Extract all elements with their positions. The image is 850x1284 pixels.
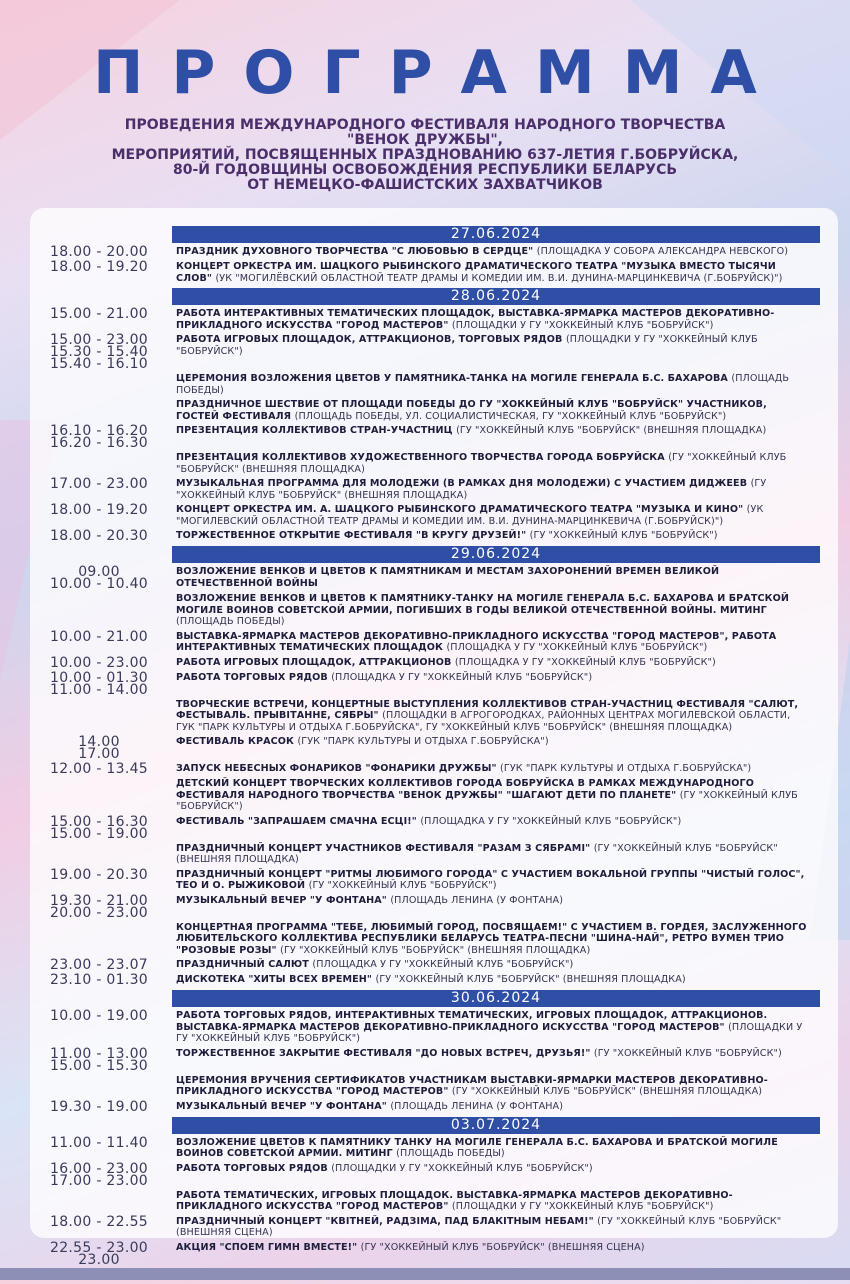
event-location: (ПЛОЩАДЬ ПОБЕДЫ) (396, 1148, 505, 1159)
schedule-row (30, 654, 820, 671)
poster-header (0, 0, 850, 193)
event-location: (ГУ "ХОККЕЙНЫЙ КЛУБ "БОБРУЙСК" (ВНЕШНЯЯ ПЛОЩАДКА) (176, 452, 787, 475)
event-time (30, 566, 168, 590)
event-location: (ПЛОЩАДКА У ГУ "ХОККЕЙНЫЙ КЛУБ "БОБРУЙСК") (312, 959, 574, 970)
schedule-row (30, 736, 820, 760)
event-description (176, 1048, 812, 1072)
event-time-value: 16.10 - 16.20 (49, 423, 148, 439)
event-location: (ГУК "ПАРК КУЛЬТУРЫ И ОТДЫХА Г.БОБРУЙСКА") (500, 763, 752, 774)
event-title: РАБОТА ИГРОВЫХ ПЛОЩАДОК, АТТРАКЦИОНОВ (176, 656, 452, 668)
day-date-bar: 30.06.2024 (172, 990, 820, 1007)
event-description (176, 373, 812, 396)
event-time (30, 843, 168, 866)
event-time-value: 16.20 - 16.30 (49, 435, 148, 451)
event-description (176, 699, 812, 734)
event-title: ФЕСТИВАЛЬ КРАСОК (176, 736, 294, 747)
event-time-value: 11.00 - 11.40 (49, 1134, 148, 1151)
event-location: (ПЛОЩАДКА У СОБОРА АЛЕКСАНДРА НЕВСКОГО) (536, 246, 789, 257)
event-time (30, 1098, 168, 1115)
event-title: ЗАПУСК НЕБЕСНЫХ ФОНАРИКОВ "ФОНАРИКИ ДРУЖБЫ" (176, 763, 497, 774)
event-time-value: 14.00 (78, 734, 120, 750)
event-description (176, 763, 812, 775)
event-description (176, 1137, 812, 1160)
event-title: РАБОТА ИНТЕРАКТИВНЫХ ТЕМАТИЧЕСКИХ ПЛОЩАДОК, ВЫСТАВКА-ЯРМАРКА МАСТЕРОВ ДЕКОРАТИВНО-ПРИКЛАДНОГО ИСКУССТВА "ГОРОД МАСТЕРОВ" (176, 308, 775, 331)
event-time-value: 10.00 - 19.00 (49, 1008, 148, 1024)
schedule-row (30, 593, 820, 628)
event-title: ДЕТСКИЙ КОНЦЕРТ ТВОРЧЕСКИХ КОЛЛЕКТИВОВ ГОРОДА БОБРУЙСКА В РАМКАХ МЕЖДУНАРОДНОГО ФЕСТИВАЛЯ НАРОДНОГО ТВОРЧЕСТВА "ВЕНОК ДРУЖБЫ" "ШАГАЮТ ДЕТИ ПО ПЛАНЕТЕ" (176, 778, 754, 801)
event-title: АКЦИЯ "СПОЕМ ГИМН ВМЕСТЕ!" (176, 1241, 358, 1253)
event-location: (ГУК "ПАРК КУЛЬТУРЫ И ОТДЫХА Г.БОБРУЙСКА") (297, 736, 549, 747)
schedule-row (30, 843, 820, 866)
event-description (176, 1216, 812, 1239)
event-time-value: 18.00 - 22.55 (49, 1213, 148, 1230)
event-title: РАБОТА ТОРГОВЫХ РЯДОВ (176, 671, 328, 683)
event-location: (УК "МОГИЛЕВСКИЙ ОБЛАСТНОЙ ТЕАТР ДРАМЫ И КОМЕДИИ ИМ. В.И. ДУНИНА-МАРЦИНКЕВИЧА (Г.БОБРУЙСК)") (176, 504, 764, 527)
schedule-row (30, 246, 820, 258)
schedule (30, 226, 820, 1284)
event-time-value: 12.00 - 13.45 (49, 761, 148, 777)
event-time-value: 18.00 - 19.20 (49, 502, 148, 518)
event-description (176, 246, 812, 258)
event-location: (ПЛОЩАДКИ В АГРОГОРОДКАХ, РАЙОННЫХ ЦЕНТРАХ МОГИЛЕВСКОЙ ОБЛАСТИ, ГУК "ПАРК КУЛЬТУРЫ И ОТДЫХА Г.БОБРУЙСКА", ГУ "ХОККЕЙНЫЙ КЛУБ "БОБРУЙСК" (ВНЕШНЯЯ ПЛОЩАДКА) (176, 710, 791, 733)
day-date-bar: 27.06.2024 (172, 226, 820, 243)
event-location: (ГУ "ХОККЕЙНЫЙ КЛУБ "БОБРУЙСК" (ВНЕШНЯЯ ПЛОЩАДКА) (280, 944, 591, 956)
event-location: (ГУ "ХОККЕЙНЫЙ КЛУБ "БОБРУЙСК" (ВНЕШНЯЯ СЦЕНА) (360, 1241, 645, 1253)
event-title: МУЗЫКАЛЬНЫЙ ВЕЧЕР "У ФОНТАНА" (176, 1100, 387, 1112)
event-time-value: 15.00 - 23.00 (49, 332, 148, 348)
event-location: (ПЛОЩАДЬ ПОБЕДЫ) (176, 616, 285, 627)
event-time-value: 11.00 - 14.00 (49, 681, 148, 698)
event-description (176, 1242, 812, 1266)
event-title: ПРЕЗЕНТАЦИЯ КОЛЛЕКТИВОВ СТРАН-УЧАСТНИЦ (176, 425, 453, 436)
event-time-value: 15.00 - 16.30 (49, 813, 148, 830)
event-time (30, 778, 168, 813)
schedule-row (30, 530, 820, 542)
event-time-value: 10.00 - 21.00 (49, 628, 148, 645)
event-time-value: 15.30 - 15.40 (49, 344, 148, 360)
event-description (176, 922, 812, 957)
event-title: ПРАЗДНИК ДУХОВНОГО ТВОРЧЕСТВА "С ЛЮБОВЬЮ В СЕРДЦЕ" (176, 246, 534, 257)
day-date-bar: 03.07.2024 (172, 1117, 820, 1134)
event-title: ВОЗЛОЖЕНИЕ ВЕНКОВ И ЦВЕТОВ К ПАМЯТНИКУ-ТАНКУ НА МОГИЛЕ ГЕНЕРАЛА Б.С. БАХАРОВА И БРАТСКОЙ МОГИЛЕ ВОИНОВ СОВЕТСКОЙ АРМИИ, ПОГИБШИХ В ГОДЫ ВЕЛИКОЙ ОТЕЧЕСТВЕННОЙ ВОЙНЫ. МИТИНГ (176, 593, 789, 616)
schedule-row (30, 1075, 820, 1098)
event-location: (ПЛОЩАДЬ ЛЕНИНА (У ФОНТАНА) (390, 1100, 564, 1112)
subtitle-line: "ВЕНОК ДРУЖБЫ", (347, 132, 503, 148)
event-title: ПРАЗДНИЧНОЕ ШЕСТВИЕ ОТ ПЛОЩАДИ ПОБЕДЫ ДО ГУ "ХОККЕЙНЫЙ КЛУБ "БОБРУЙСК" УЧАСТНИКОВ, ГОСТЕЙ ФЕСТИВАЛЯ (176, 399, 767, 422)
event-title: КОНЦЕРТНАЯ ПРОГРАММА "ТЕБЕ, ЛЮБИМЫЙ ГОРОД, ПОСВЯЩАЕМ!" С УЧАСТИЕМ В. ГОРДЕЯ, ЗАСЛУЖЕННОГО ЛЮБИТЕЛЬСКОГО КОЛЛЕКТИВА РЕСПУБЛИКИ БЕЛАРУСЬ ТЕАТРА-ПЕСНИ "ШИНА-НАЙ", РЕТРО ВУМЕН ТРИО "РОЗОВЫЕ РОЗЫ" (176, 921, 807, 956)
event-time-value: 10.00 - 01.30 (49, 669, 148, 686)
schedule-row (30, 628, 820, 654)
event-time-value: 11.00 - 13.00 (49, 1045, 148, 1062)
event-time-value: 09.00 (78, 564, 120, 580)
event-description (176, 504, 812, 527)
event-location: (ГУ "ХОККЕЙНЫЙ КЛУБ "БОБРУЙСК" (ВНЕШНЯЯ ПЛОЩАДКА) (375, 974, 686, 985)
event-time (30, 763, 168, 775)
event-time (30, 452, 168, 475)
schedule-row (30, 1160, 820, 1189)
event-time-value: 16.00 - 23.00 (49, 1160, 148, 1177)
schedule-row (30, 425, 820, 449)
event-title: ФЕСТИВАЛЬ "ЗАПРАШАЕМ СМАЧНА ЕСЦІ!" (176, 815, 417, 827)
event-time-value: 17.00 (78, 746, 120, 762)
event-location: (ГУ "ХОККЕЙНЫЙ КЛУБ "БОБРУЙСК" (ВНЕШНЯЯ ПЛОЩАДКА) (176, 842, 778, 865)
event-title: МУЗЫКАЛЬНАЯ ПРОГРАММА ДЛЯ МОЛОДЕЖИ (В РАМКАХ ДНЯ МОЛОДЕЖИ) С УЧАСТИЕМ ДИДЖЕЕВ (176, 478, 748, 489)
subtitle-line: 80-Й ГОДОВЩИНЫ ОСВОБОЖДЕНИЯ РЕСПУБЛИКИ БЕЛАРУСЬ (172, 162, 678, 178)
event-time (30, 813, 168, 842)
event-description (176, 425, 812, 449)
event-title: КОНЦЕРТ ОРКЕСТРА ИМ. ШАЦКОГО РЫБИНСКОГО ДРАМАТИЧЕСКОГО ТЕАТРА "МУЗЫКА ВМЕСТО ТЫСЯЧИ СЛОВ" (176, 261, 776, 284)
event-time-value: 18.00 - 19.20 (49, 259, 148, 275)
event-title: КОНЦЕРТ ОРКЕСТРА ИМ. А. ШАЦКОГО РЫБИНСКОГО ДРАМАТИЧЕСКОГО ТЕАТРА "МУЗЫКА И КИНО" (176, 504, 744, 515)
event-location: (ПЛОЩАДЬ ПОБЕДЫ, УЛ. СОЦИАЛИСТИЧЕСКАЯ, ГУ "ХОККЕЙНЫЙ КЛУБ "БОБРУЙСК") (294, 410, 727, 422)
schedule-row (30, 334, 820, 370)
event-time (30, 669, 168, 698)
schedule-row (30, 813, 820, 842)
schedule-row (30, 399, 820, 422)
event-time-value: 19.30 - 21.00 (49, 892, 148, 909)
event-location: (ПЛОЩАДЬ ЛЕНИНА (У ФОНТАНА) (390, 894, 564, 906)
event-time (30, 628, 168, 654)
event-description (176, 261, 812, 284)
event-title: ЦЕРЕМОНИЯ ВРУЧЕНИЯ СЕРТИФИКАТОВ УЧАСТНИКАМ ВЫСТАВКИ-ЯРМАРКИ МАСТЕРОВ ДЕКОРАТИВНО-ПРИКЛАДНОГО ИСКУССТВА "ГОРОД МАСТЕРОВ" (176, 1074, 768, 1097)
page-title: ПРОГРАММА (93, 38, 785, 108)
event-description (176, 1190, 812, 1213)
schedule-row (30, 922, 820, 957)
schedule-row (30, 566, 820, 590)
schedule-row (30, 974, 820, 986)
event-time-value: 15.00 - 19.00 (49, 825, 148, 842)
schedule-row (30, 699, 820, 734)
event-time-value: 18.00 - 20.00 (49, 244, 148, 260)
event-time (30, 399, 168, 422)
event-description (176, 778, 812, 813)
event-location: (ПЛОЩАДКИ У ГУ "ХОККЕЙНЫЙ КЛУБ "БОБРУЙСК") (331, 1162, 593, 1174)
event-time (30, 504, 168, 527)
event-description (176, 959, 812, 971)
event-title: ВОЗЛОЖЕНИЕ ЦВЕТОВ К ПАМЯТНИКУ ТАНКУ НА МОГИЛЕ ГЕНЕРАЛА Б.С. БАХАРОВА И БРАТСКОЙ МОГИЛЕ ВОИНОВ СОВЕТСКОЙ АРМИИ. МИТИНГ (176, 1136, 778, 1159)
event-title: ВЫСТАВКА-ЯРМАРКА МАСТЕРОВ ДЕКОРАТИВНО-ПРИКЛАДНОГО ИСКУССТВА "ГОРОД МАСТЕРОВ", РАБОТА ИНТЕРАКТИВНЫХ ТЕМАТИЧЕСКИХ ПЛОЩАДОК (176, 630, 777, 653)
event-location: (ПЛОЩАДКИ У ГУ "ХОККЕЙНЫЙ КЛУБ "БОБРУЙСК") (176, 1021, 803, 1044)
event-time-value: 15.40 - 16.10 (49, 356, 148, 372)
event-time (30, 1045, 168, 1074)
event-location: (ГУ "ХОККЕЙНЫЙ КЛУБ "БОБРУЙСК" (ВНЕШНЯЯ ПЛОЩАДКА) (451, 1086, 763, 1097)
event-location: (ГУ "ХОККЕЙНЫЙ КЛУБ "БОБРУЙСК") (176, 789, 798, 812)
event-title: ПРЕЗЕНТАЦИЯ КОЛЛЕКТИВОВ ХУДОЖЕСТВЕННОГО ТВОРЧЕСТВА ГОРОДА БОБРУЙСКА (176, 452, 665, 463)
schedule-row (30, 1134, 820, 1160)
event-location: (ГУ "ХОККЕЙНЫЙ КЛУБ "БОБРУЙСК" (ВНЕШНЯЯ СЦЕНА) (176, 1215, 782, 1238)
event-time (30, 922, 168, 957)
event-description (176, 530, 812, 542)
event-description (176, 399, 812, 422)
schedule-row (30, 478, 820, 501)
event-time (30, 974, 168, 986)
event-description (176, 334, 812, 370)
event-time-value: 19.00 - 20.30 (49, 866, 148, 883)
event-description (176, 843, 812, 866)
schedule-row (30, 504, 820, 527)
event-title: МУЗЫКАЛЬНЫЙ ВЕЧЕР "У ФОНТАНА" (176, 894, 387, 906)
event-location: (ГУ "ХОККЕЙНЫЙ КЛУБ "БОБРУЙСК" (ВНЕШНЯЯ ПЛОЩАДКА) (456, 425, 767, 436)
event-description (176, 452, 812, 475)
event-time-value: 23.00 - 23.07 (49, 957, 148, 973)
event-title: ВОЗЛОЖЕНИЕ ВЕНКОВ И ЦВЕТОВ К ПАМЯТНИКАМ И МЕСТАМ ЗАХОРОНЕНИЙ ВРЕМЕН ВЕЛИКОЙ ОТЕЧЕСТВЕННОЙ ВОЙНЫ (176, 566, 720, 589)
day-section (30, 1117, 820, 1281)
schedule-row (30, 763, 820, 775)
schedule-row (30, 308, 820, 331)
event-title: ПРАЗДНИЧНЫЙ КОНЦЕРТ "РИТМЫ ЛЮБИМОГО ГОРОДА" С УЧАСТИЕМ ВОКАЛЬНОЙ ГРУППЫ "ЧИСТЫЙ ГОЛОС", ТЕО И О. РЫЖИКОВОЙ (176, 868, 805, 891)
event-time (30, 654, 168, 671)
subtitle-line: МЕРОПРИЯТИЙ, ПОСВЯЩЕННЫХ ПРАЗДНОВАНИЮ 637-ЛЕТИЯ Г.БОБРУЙСКА, (111, 147, 739, 163)
event-location: (ПЛОЩАДКИ У ГУ "ХОККЕЙНЫЙ КЛУБ "БОБРУЙСК") (451, 1201, 714, 1212)
event-time-value: 23.00 (78, 1251, 120, 1268)
schedule-row (30, 778, 820, 813)
event-location: (ПЛОЩАДКА У ГУ "ХОККЕЙНЫЙ КЛУБ "БОБРУЙСК") (454, 656, 716, 668)
poster-subtitle (45, 118, 805, 193)
event-time (30, 334, 168, 370)
day-section (30, 288, 820, 542)
event-time-value: 10.00 - 23.00 (49, 654, 148, 671)
event-title: ПРАЗДНИЧНЫЙ КОНЦЕРТ "КВІТНЕЙ, РАДЗІМА, ПАД БЛАКІТНЫМ НЕБАМ!" (176, 1215, 594, 1227)
day-section (30, 226, 820, 284)
event-location: (ПЛОЩАДКИ У ГУ "ХОККЕЙНЫЙ КЛУБ "БОБРУЙСК") (451, 319, 714, 331)
event-time-value: 22.55 - 23.00 (49, 1239, 148, 1256)
event-time (30, 699, 168, 734)
event-time-value: 17.00 - 23.00 (49, 1172, 148, 1189)
schedule-row (30, 892, 820, 921)
event-time (30, 246, 168, 258)
event-description (176, 657, 812, 669)
event-location: (ГУ "ХОККЕЙНЫЙ КЛУБ "БОБРУЙСК") (593, 1047, 782, 1059)
event-location: (ПЛОЩАДЬ ПОБЕДЫ) (176, 373, 790, 396)
event-time (30, 530, 168, 542)
event-location: (ПЛОЩАДКА У ГУ "ХОККЕЙНЫЙ КЛУБ "БОБРУЙСК") (420, 815, 682, 827)
schedule-row (30, 1010, 820, 1045)
event-time-value: 23.10 - 01.30 (49, 972, 148, 988)
event-description (176, 593, 812, 628)
event-title: ЦЕРЕМОНИЯ ВОЗЛОЖЕНИЯ ЦВЕТОВ У ПАМЯТНИКА-ТАНКА НА МОГИЛЕ ГЕНЕРАЛА Б.С. БАХАРОВА (176, 373, 728, 384)
schedule-row (30, 1098, 820, 1115)
event-time-value: 20.00 - 23.00 (49, 904, 148, 921)
event-location: (ГУ "ХОККЕЙНЫЙ КЛУБ "БОБРУЙСК") (308, 880, 497, 891)
schedule-row (30, 452, 820, 475)
schedule-row (30, 1239, 820, 1268)
event-time (30, 1075, 168, 1098)
event-description (176, 736, 812, 760)
event-time (30, 1134, 168, 1160)
schedule-row (30, 261, 820, 284)
event-time-value: 17.00 - 23.00 (49, 476, 148, 492)
event-description (176, 816, 812, 840)
event-description (176, 1075, 812, 1098)
event-description (176, 1010, 812, 1045)
event-description (176, 631, 812, 654)
event-time-value: 18.00 - 20.30 (49, 528, 148, 544)
schedule-row (30, 669, 820, 698)
event-description (176, 478, 812, 501)
event-time (30, 261, 168, 284)
schedule-row (30, 1190, 820, 1213)
event-location: (УК "МОГИЛЁВСКИЙ ОБЛАСТНОЙ ТЕАТР ДРАМЫ И КОМЕДИИ ИМ. В.И. ДУНИНА-МАРЦИНКЕВИЧА (Г.БОБРУЙСК)") (215, 272, 783, 284)
day-section (30, 546, 820, 986)
event-time (30, 478, 168, 501)
event-time (30, 1190, 168, 1213)
event-time (30, 308, 168, 331)
event-description (176, 974, 812, 986)
event-time-value: 19.30 - 19.00 (49, 1098, 148, 1115)
event-title: РАБОТА ТЕМАТИЧЕСКИХ, ИГРОВЫХ ПЛОЩАДОК. ВЫСТАВКА-ЯРМАРКА МАСТЕРОВ ДЕКОРАТИВНО-ПРИКЛАДНОГО ИСКУССТВА "ГОРОД МАСТЕРОВ" (176, 1189, 733, 1212)
event-location: (ПЛОЩАДКИ У ГУ "ХОККЕЙНЫЙ КЛУБ "БОБРУЙСК") (176, 334, 758, 357)
event-description (176, 1101, 812, 1113)
event-title: ПРАЗДНИЧНЫЙ КОНЦЕРТ УЧАСТНИКОВ ФЕСТИВАЛЯ "РАЗАМ З СЯБРАМІ" (176, 842, 591, 854)
schedule-row (30, 1045, 820, 1074)
subtitle-line: ОТ НЕМЕЦКО-ФАШИСТСКИХ ЗАХВАТЧИКОВ (247, 177, 603, 193)
event-title: ПРАЗДНИЧНЫЙ САЛЮТ (176, 959, 309, 970)
event-description (176, 1163, 812, 1187)
event-title: ТВОРЧЕСКИЕ ВСТРЕЧИ, КОНЦЕРТНЫЕ ВЫСТУПЛЕНИЯ КОЛЛЕКТИВОВ СТРАН-УЧАСТНИЦ ФЕСТИВАЛЯ "САЛЮТ, ФЕСТЫВАЛЬ. ПРЫВІТАННЕ, СЯБРЫ" (176, 698, 799, 721)
event-description (176, 566, 812, 590)
event-time (30, 736, 168, 760)
event-time (30, 959, 168, 971)
event-time (30, 1213, 168, 1239)
event-time-value: 15.00 - 21.00 (49, 306, 148, 322)
event-title: ТОРЖЕСТВЕННОЕ ОТКРЫТИЕ ФЕСТИВАЛЯ "В КРУГУ ДРУЗЕЙ!" (176, 530, 527, 541)
event-time-value: 15.00 - 15.30 (49, 1057, 148, 1074)
event-time (30, 1160, 168, 1189)
day-date-bar: 29.06.2024 (172, 546, 820, 563)
event-time (30, 1239, 168, 1268)
event-time (30, 373, 168, 396)
schedule-row (30, 866, 820, 892)
event-location: (ПЛОЩАДКА У ГУ "ХОККЕЙНЫЙ КЛУБ "БОБРУЙСК") (446, 642, 708, 653)
event-title: РАБОТА ТОРГОВЫХ РЯДОВ (176, 1162, 328, 1174)
event-description (176, 895, 812, 919)
event-time (30, 866, 168, 892)
event-description (176, 308, 812, 331)
event-description (176, 869, 812, 892)
event-title: ДИСКОТЕКА "ХИТЫ ВСЕХ ВРЕМЕН" (176, 974, 373, 985)
schedule-row (30, 959, 820, 971)
event-location: (ПЛОЩАДКА У ГУ "ХОККЕЙНЫЙ КЛУБ "БОБРУЙСК") (331, 671, 593, 683)
schedule-row (30, 373, 820, 396)
event-title: РАБОТА ИГРОВЫХ ПЛОЩАДОК, АТТРАКЦИОНОВ, ТОРГОВЫХ РЯДОВ (176, 334, 563, 345)
event-time (30, 892, 168, 921)
event-description (176, 672, 812, 696)
day-date-bar: 28.06.2024 (172, 288, 820, 305)
event-time (30, 425, 168, 449)
schedule-row (30, 1213, 820, 1239)
event-time (30, 1010, 168, 1045)
event-time-value: 10.00 - 10.40 (49, 576, 148, 592)
subtitle-line: ПРОВЕДЕНИЯ МЕЖДУНАРОДНОГО ФЕСТИВАЛЯ НАРОДНОГО ТВОРЧЕСТВА (124, 117, 726, 133)
event-location: (ГУ "ХОККЕЙНЫЙ КЛУБ "БОБРУЙСК") (529, 530, 718, 541)
event-title: РАБОТА ТОРГОВЫХ РЯДОВ, ИНТЕРАКТИВНЫХ ТЕМАТИЧЕСКИХ, ИГРОВЫХ ПЛОЩАДОК, АТТРАКЦИОНОВ. ВЫСТАВКА-ЯРМАРКА МАСТЕРОВ ДЕКОРАТИВНО-ПРИКЛАДНОГО ИСКУССТВА "ГОРОД МАСТЕРОВ" (176, 1010, 768, 1033)
bottom-strip (0, 1268, 850, 1280)
event-time (30, 593, 168, 628)
day-section (30, 990, 820, 1113)
event-location: (ГУ "ХОККЕЙНЫЙ КЛУБ "БОБРУЙСК" (ВНЕШНЯЯ ПЛОЩАДКА) (176, 478, 767, 501)
event-title: ТОРЖЕСТВЕННОЕ ЗАКРЫТИЕ ФЕСТИВАЛЯ "ДО НОВЫХ ВСТРЕЧ, ДРУЗЬЯ!" (176, 1047, 591, 1059)
